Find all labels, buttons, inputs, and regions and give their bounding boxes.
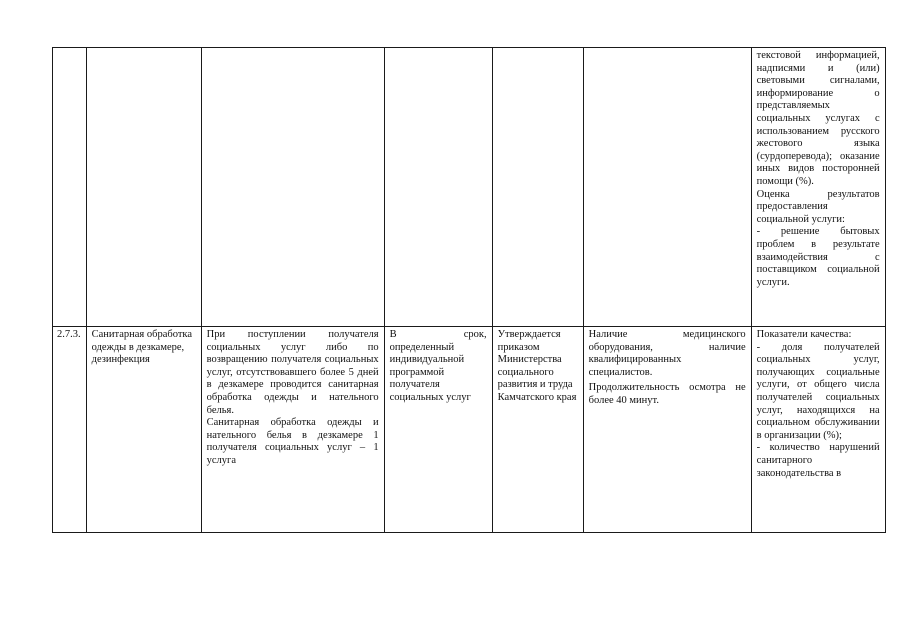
cell-service-name	[86, 327, 201, 533]
quality-continuation-text: текстовой информацией, надписями и (или) световыми сигналами, информирование о представляемых социальных услугах с использованием русского жестового языка (сурдоперевода); оказание иных видов посторонней помощи (%).	[756, 50, 880, 187]
table-row	[53, 327, 886, 533]
service-description: При поступлении получателя социальных услуг либо по возвращению получателя социальных услуг, отсутствовавшего более 5 дней в дезкамере проводится санитарная обработка одежды и нательного белья.	[206, 329, 379, 416]
cell-service-name	[86, 48, 201, 327]
cell-number	[53, 48, 87, 327]
service-number: 2.7.3.	[57, 329, 81, 340]
cell-number	[53, 327, 87, 533]
result-assessment-heading: Оценка результатов предоставления социальной услуги:	[756, 188, 880, 225]
result-assessment-text: - решение бытовых проблем в результате взаимодействия с поставщиком социальной услуги.	[756, 226, 880, 288]
tariff-approval: Утверждается приказом Министерства социального развития и труда Камчатского края	[497, 329, 577, 403]
quality-indicator: - доля получателей социальных услуг, получающих социальные услуги, от общего числа получателей социальных услуг, находящихся на социальном обслуживании в организации (%);	[756, 341, 880, 441]
service-unit: Санитарная обработка одежды и нательного белья в дезкамере 1 получателя социальных услуг – 1 услуга	[206, 417, 379, 466]
services-table	[52, 47, 886, 533]
quality-heading: Показатели качества:	[756, 329, 852, 340]
cell-term	[384, 327, 492, 533]
cell-quality-indicators	[751, 48, 885, 327]
cell-conditions	[583, 327, 751, 533]
quality-indicator: - количество нарушений санитарного законодательства в	[756, 442, 880, 479]
service-name: Санитарная обработка одежды в дезкамере, дезинфекция	[91, 329, 193, 366]
cell-service-description	[201, 48, 384, 327]
table-row	[53, 48, 886, 327]
cell-term	[384, 48, 492, 327]
cell-approval	[492, 327, 583, 533]
cell-conditions	[583, 48, 751, 327]
cell-approval	[492, 48, 583, 327]
cell-service-description	[201, 327, 384, 533]
cell-quality-indicators	[751, 327, 885, 533]
conditions-equipment: Наличие медицинского оборудования, наличие квалифицированных специалистов.	[588, 329, 746, 378]
conditions-duration: Продолжительность осмотра не более 40 минут.	[588, 382, 746, 406]
service-term: В срок, определенный индивидуальной программой получателя социальных услуг	[389, 329, 487, 403]
